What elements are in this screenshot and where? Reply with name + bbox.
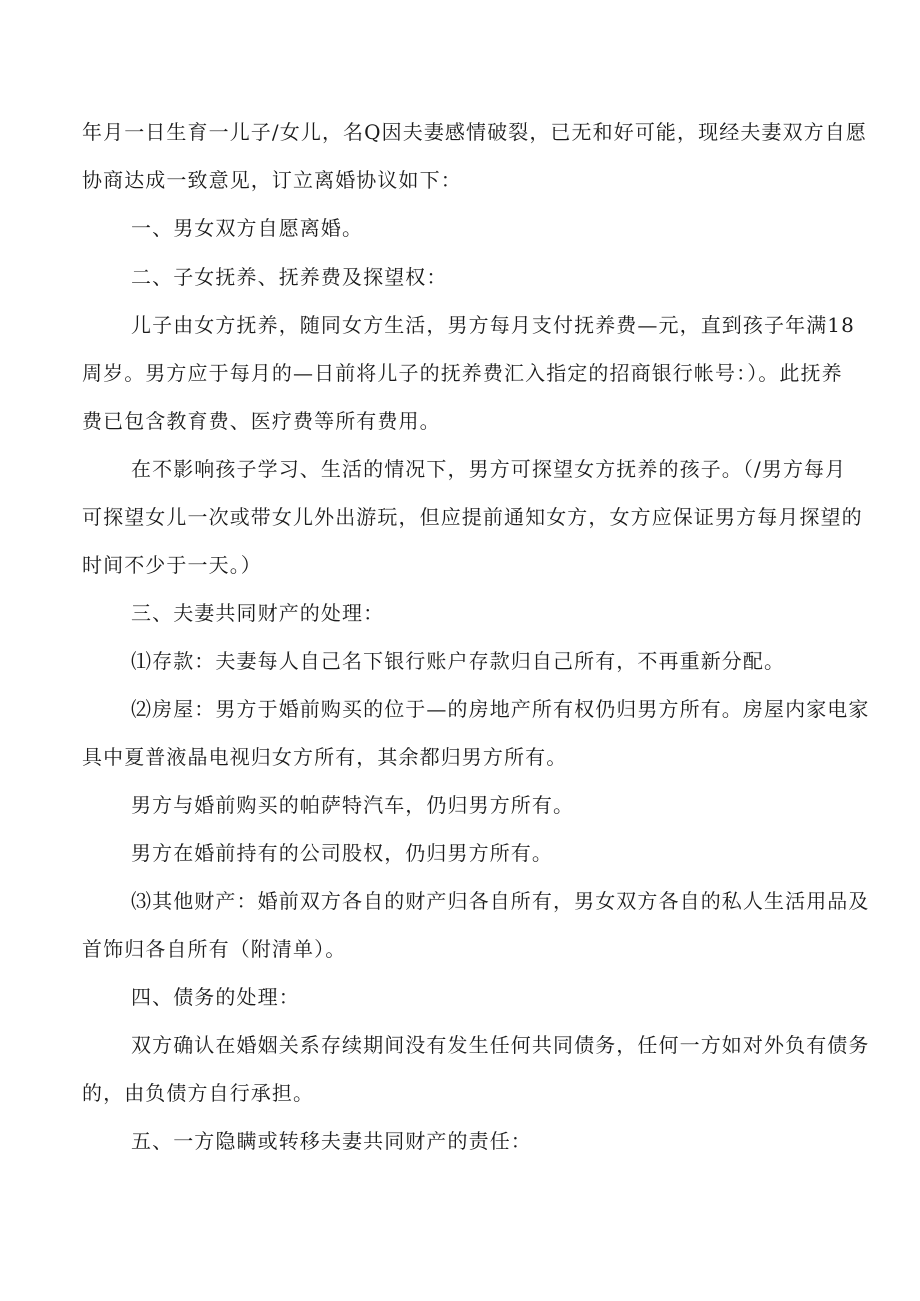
paragraph-line: 年月一日生育一儿子/女儿，名Q因夫妻感情破裂，已无和好可能，现经夫妻双方自愿 [82, 120, 867, 144]
paragraph-line: 协商达成一致意见，订立离婚协议如下： [82, 168, 462, 192]
section-heading: 三、夫妻共同财产的处理： [131, 601, 385, 625]
paragraph-line: 男方在婚前持有的公司股权，仍归男方所有。 [131, 841, 553, 865]
paragraph-line: ⑴存款：夫妻每人自己名下银行账户存款归自己所有，不再重新分配。 [131, 649, 786, 673]
paragraph-line: 双方确认在婚姻关系存续期间没有发生任何共同债务，任何一方如对外负有债务 [131, 1033, 870, 1057]
paragraph-line: 时间不少于一天。） [82, 553, 262, 577]
paragraph-line: ⑶其他财产：婚前双方各自的财产归各自所有，男女双方各自的私人生活用品及 [131, 889, 870, 913]
paragraph-line: 具中夏普液晶电视归女方所有，其余都归男方所有。 [82, 745, 568, 769]
paragraph-line: 男方与婚前购买的帕萨特汽车，仍归男方所有。 [131, 793, 575, 817]
section-heading: 二、子女抚养、抚养费及探望权： [131, 265, 448, 289]
paragraph-line: 首饰归各自所有（附清单）。 [82, 937, 347, 961]
paragraph-line: 可探望女儿一次或带女儿外出游玩，但应提前通知女方，女方应保证男方每月探望的 [82, 505, 863, 529]
paragraph-line: 在不影响孩子学习、生活的情况下，男方可探望女方抚养的孩子。（/男方每月 [131, 457, 847, 481]
paragraph-line: ⑵房屋：男方于婚前购买的位于—的房地产所有权仍归男方所有。房屋内家电家 [131, 697, 870, 721]
section-heading: 四、债务的处理： [131, 985, 300, 1009]
section-heading: 五、一方隐瞒或转移夫妻共同财产的责任： [131, 1129, 532, 1153]
paragraph-line: 的，由负债方自行承担。 [82, 1081, 315, 1105]
section-heading: 一、男女双方自愿离婚。 [131, 216, 364, 240]
paragraph-line: 儿子由女方抚养，随同女方生活，男方每月支付抚养费—元，直到孩子年满18 [131, 313, 855, 337]
paragraph-line: 周岁。男方应于每月的—日前将儿子的抚养费汇入指定的招商银行帐号：）。此抚养 [82, 361, 843, 385]
paragraph-line: 费已包含教育费、医疗费等所有费用。 [82, 409, 441, 433]
